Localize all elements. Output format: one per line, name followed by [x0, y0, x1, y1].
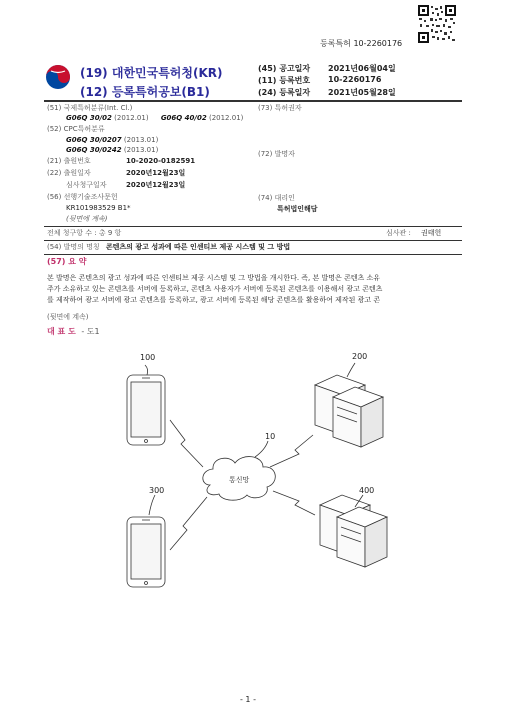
filing-date: 2020년12월23일 — [126, 169, 186, 177]
link-icon — [270, 435, 313, 467]
representative-figure — [115, 345, 405, 615]
continued-note: (뒷면에 계속) — [66, 215, 108, 223]
application-number-label: (21) 출원번호 — [47, 157, 91, 165]
cpc-entry: G06Q 30/0207 (2013.01) — [66, 136, 159, 144]
patentee-label: (73) 특허권자 — [258, 104, 302, 112]
publication-type: (12) 등록특허공보(B1) — [80, 85, 210, 99]
cpc-entry: G06Q 30/0242 (2013.01) — [66, 146, 159, 154]
examiner-name: 권태헌 — [421, 229, 442, 237]
link-icon — [273, 491, 315, 515]
header-divider — [44, 100, 462, 102]
examiner-label: 심사관 : — [386, 229, 411, 237]
cpc-label: (52) CPC특허분류 — [47, 125, 105, 133]
server-icon — [315, 375, 383, 447]
server-icon — [320, 495, 387, 567]
registration-date: 2021년05월28일 — [328, 88, 396, 97]
abstract-continued: (뒷면에 계속) — [47, 313, 89, 321]
filing-date-label: (22) 출원일자 — [47, 169, 91, 177]
exam-date-label: 심사청구일자 — [66, 181, 107, 189]
abstract-line: 본 발명은 콘텐츠의 광고 성과에 따른 인센티브 제공 시스템 및 그 방법을 개시한다. 즉, 본 발명은 콘텐츠 소유 — [47, 274, 381, 282]
invention-title-label: (54) 발명의 명칭 — [47, 243, 100, 251]
invention-title: 콘텐츠의 광고 성과에 따른 인센티브 제공 시스템 및 그 방법 — [105, 243, 291, 251]
office-name: (19) 대한민국특허청(KR) — [80, 66, 223, 80]
abstract-heading: (57) 요 약 — [47, 257, 87, 266]
agent-name: 특허법인해담 — [277, 205, 318, 213]
inventor-label: (72) 발명자 — [258, 150, 295, 158]
title-divider — [44, 240, 462, 241]
claims-count: 전체 청구항 수 : 총 9 항 — [47, 229, 122, 237]
representative-figure-label: 대 표 도 — [47, 327, 76, 336]
representative-figure-caption — [47, 327, 100, 337]
link-icon — [170, 497, 207, 550]
phone-top-label: 100 — [140, 353, 156, 362]
prior-art-label: (56) 선행기술조사문헌 — [47, 193, 118, 201]
abstract-line: 주가 소유하고 있는 콘텐츠를 서버에 등록하고, 콘텐츠 사용자가 서버에 등록된 콘텐츠를 이용해서 광고 콘텐츠 — [47, 285, 383, 293]
publication-date-label: (45) 공고일자 — [258, 64, 311, 73]
qr-code-icon — [417, 4, 457, 44]
prior-art-doc: KR101983529 B1* — [66, 204, 131, 212]
registration-date-label: (24) 등록일자 — [258, 88, 311, 97]
application-number: 10-2020-0182591 — [126, 157, 196, 165]
representative-figure-value: - 도1 — [81, 327, 100, 336]
invention-title-row — [47, 243, 290, 252]
abstract-divider — [44, 254, 462, 255]
agent-label: (74) 대리인 — [258, 194, 295, 202]
publication-date: 2021년06월04일 — [328, 64, 396, 73]
network-label: 통신망 — [229, 476, 250, 484]
ipc-entry: G06Q 30/02 (2012.01) G06Q 40/02 (2012.01) — [66, 114, 244, 122]
registration-number-label: (11) 등록번호 — [258, 76, 311, 85]
kipo-logo-icon — [45, 64, 71, 90]
claims-divider — [44, 226, 462, 227]
network-ref-label: 10 — [265, 432, 276, 441]
link-icon — [170, 420, 203, 467]
server-top-label: 200 — [352, 352, 368, 361]
smartphone-icon — [127, 517, 165, 587]
page-number: - 1 - — [240, 695, 256, 704]
exam-date: 2020년12월23일 — [126, 181, 186, 189]
phone-bottom-label: 300 — [149, 486, 165, 495]
registration-number: 10-2260176 — [328, 75, 382, 84]
registration-number-top: 등록특허 10-2260176 — [320, 39, 403, 48]
smartphone-icon — [127, 375, 165, 445]
abstract-line: 를 제작하여 광고 서버에 광고 콘텐츠를 등록하고, 광고 서버에 등록된 해당 콘텐츠를 활용하여 제작된 광고 콘 — [47, 296, 381, 304]
ipc-label: (51) 국제특허분류(Int. Cl.) — [47, 104, 133, 112]
server-bottom-label: 400 — [359, 486, 375, 495]
abstract-body — [47, 273, 465, 306]
